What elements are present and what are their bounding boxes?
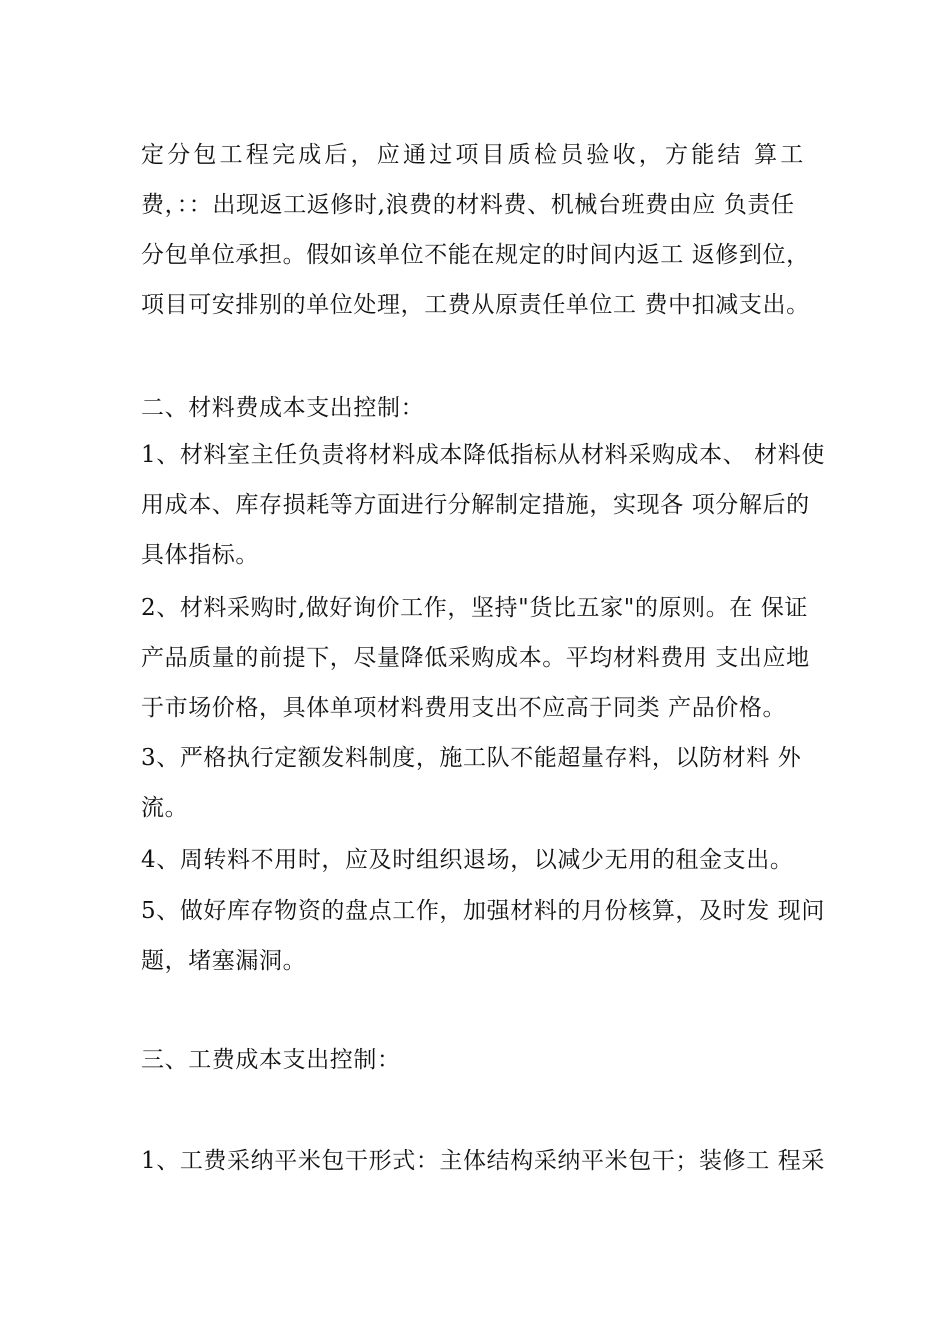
section-heading: 二、材料费成本支出控制： (141, 395, 425, 421)
paragraph-line: 于市场价格，具体单项材料费用支出不应高于同类 产品价格。 (141, 695, 787, 721)
paragraph-line: 1、工费采纳平米包干形式：主体结构采纳平米包干；装修工 程采 (141, 1148, 825, 1174)
section-heading: 三、工费成本支出控制： (141, 1047, 401, 1073)
paragraph-line: 费，：：出现返工返修时,浪费的材料费、机械台班费由应 负责任 (141, 192, 795, 218)
paragraph-line: 定分包工程完成后，应通过项目质检员验收，方能结 算工 (141, 142, 807, 168)
paragraph-line: 具体指标。 (141, 542, 259, 568)
paragraph-line: 产品质量的前提下，尽量降低采购成本。平均材料费用 支出应地 (141, 645, 810, 671)
paragraph-line: 4、周转料不用时，应及时组织退场，以减少无用的租金支出。 (141, 847, 794, 873)
paragraph-line: 1、材料室主任负责将材料成本降低指标从材料采购成本、 材料使 (141, 442, 825, 468)
paragraph-line: 项目可安排别的单位处理，工费从原责任单位工 费中扣减支出。 (141, 292, 810, 318)
paragraph-line: 流。 (141, 795, 189, 821)
paragraph-line: 2、材料采购时,做好询价工作，坚持"货比五家"的原则。在 保证 (141, 595, 809, 621)
paragraph-line: 3、严格执行定额发料制度，施工队不能超量存料，以防材料 外 (141, 745, 802, 771)
paragraph-line: 分包单位承担。假如该单位不能在规定的时间内返工 返修到位， (141, 242, 810, 268)
paragraph-line: 用成本、库存损耗等方面进行分解制定措施，实现各 项分解后的 (141, 492, 810, 518)
paragraph-line: 题，堵塞漏洞。 (141, 948, 307, 974)
paragraph-line: 5、做好库存物资的盘点工作，加强材料的月份核算，及时发 现问 (141, 898, 825, 924)
